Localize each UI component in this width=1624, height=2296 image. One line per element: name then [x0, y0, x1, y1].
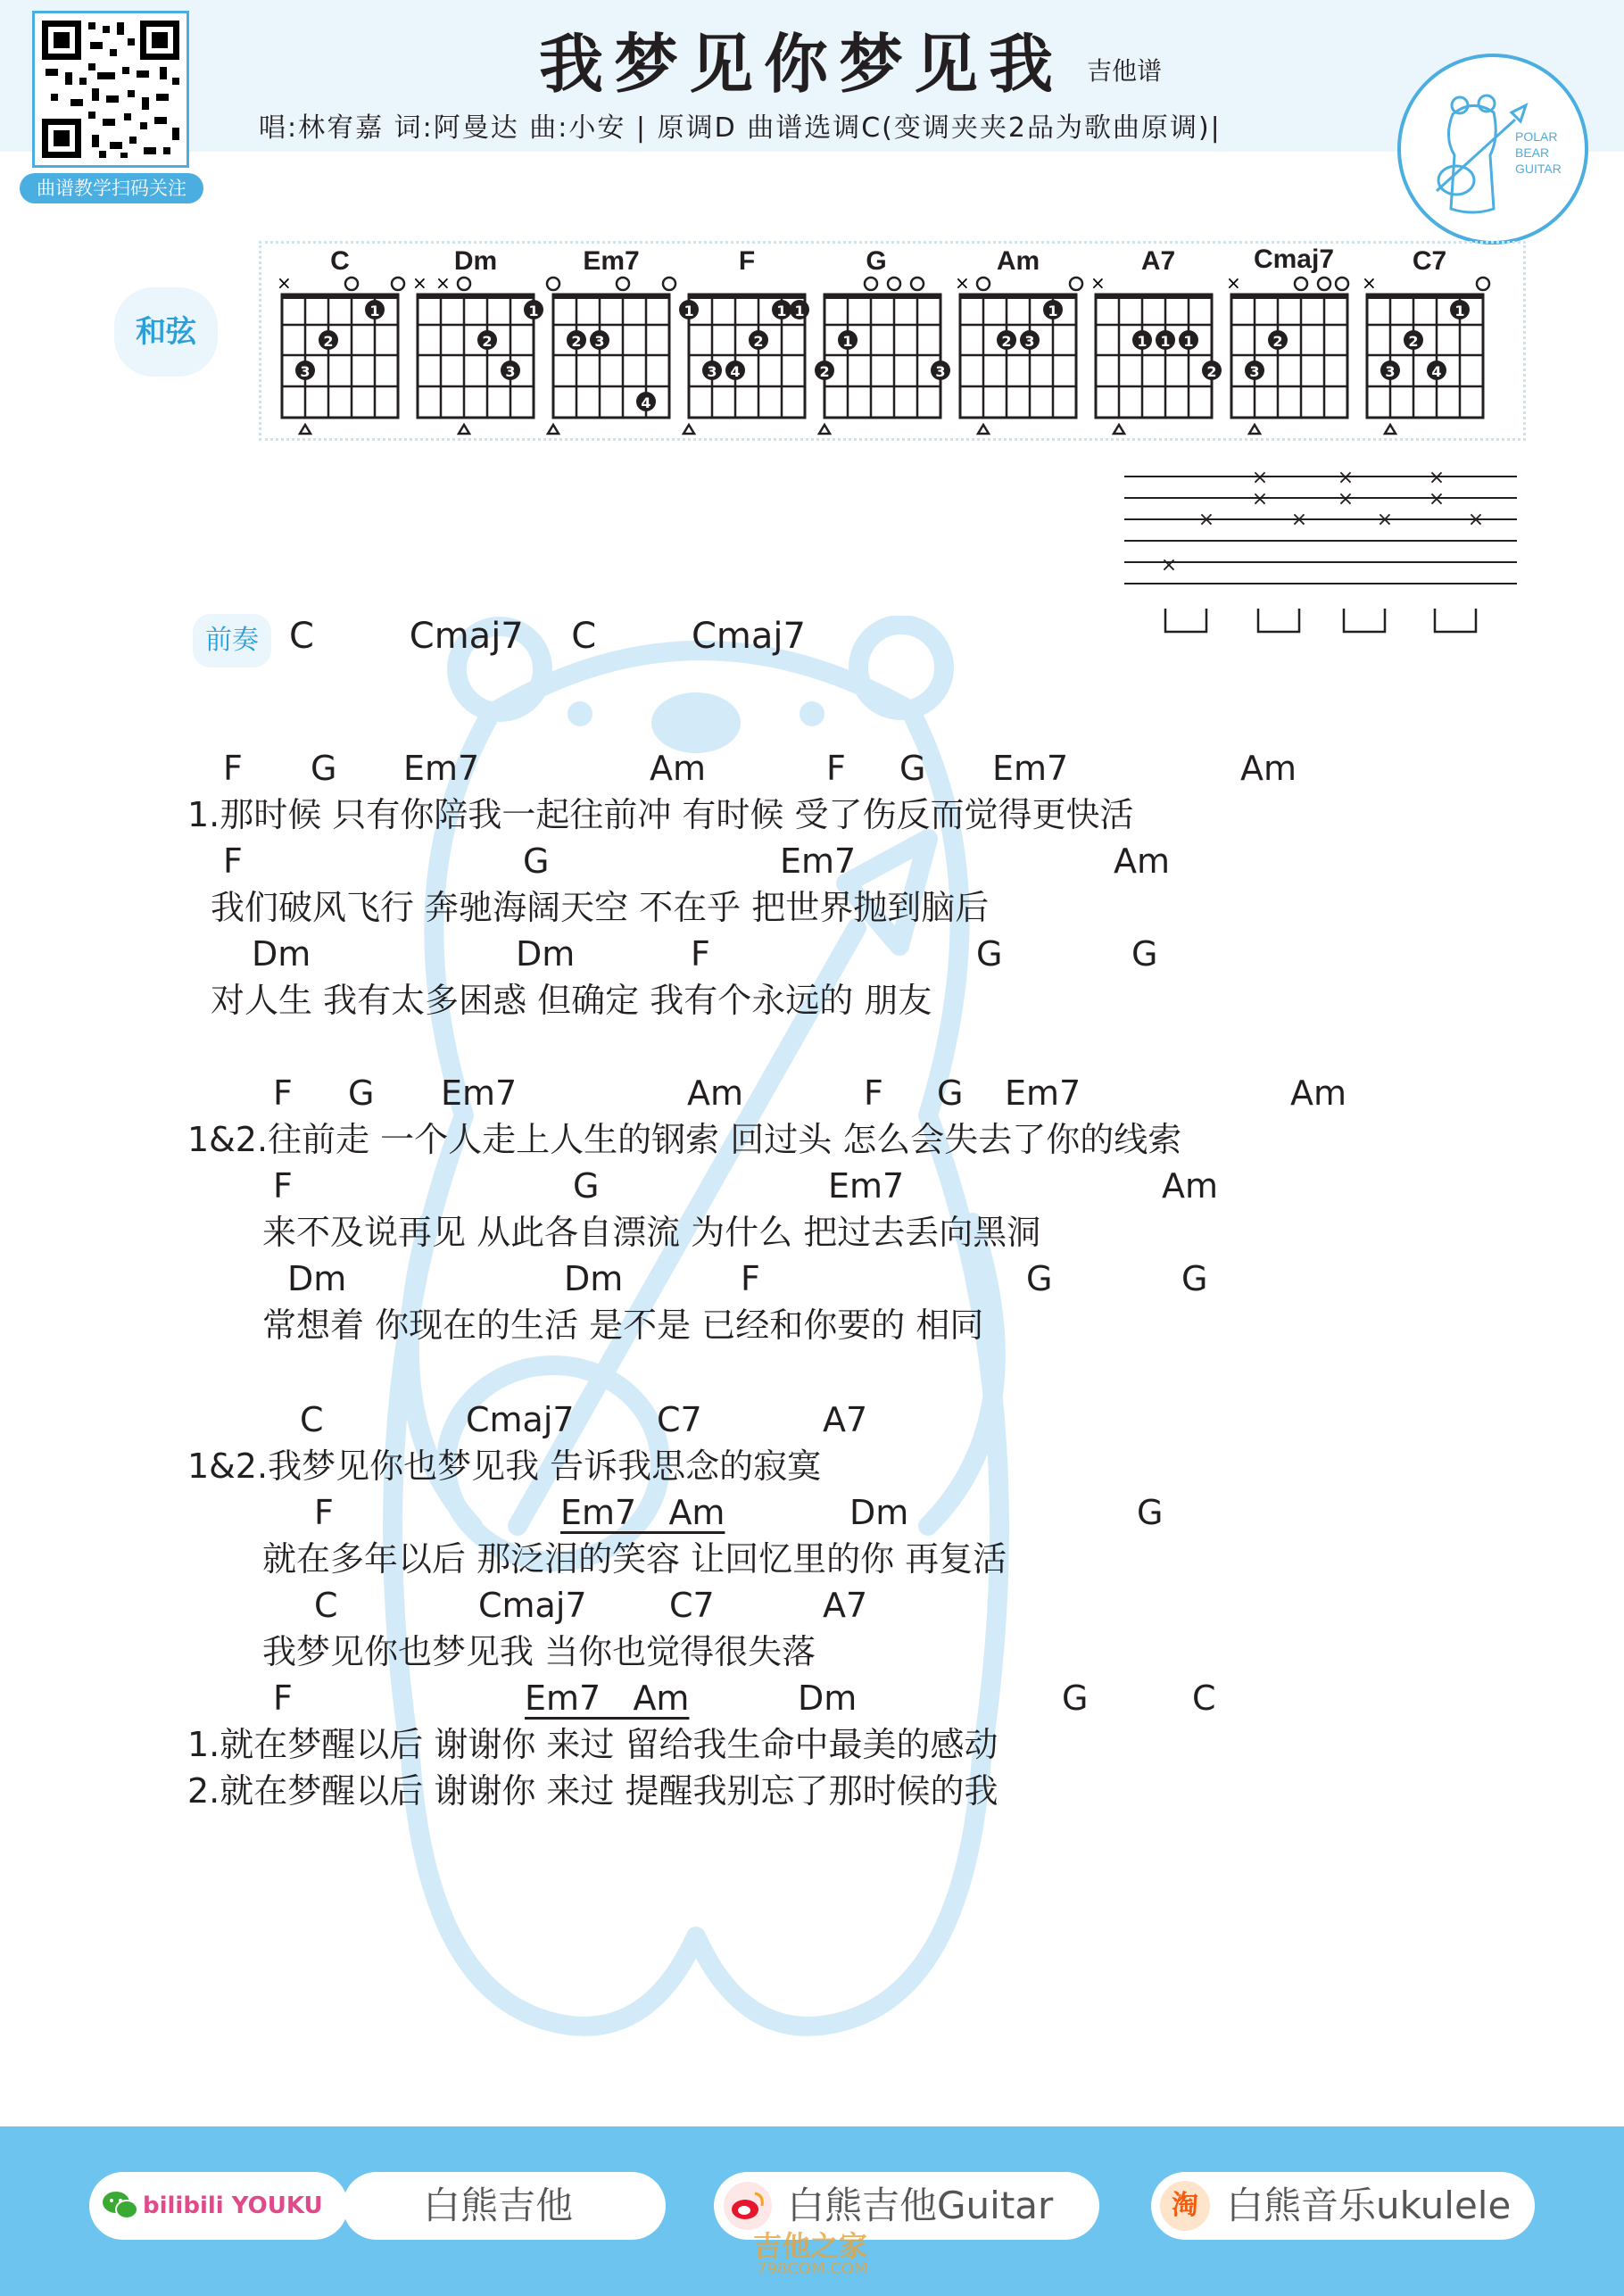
chord-mark: Em7 [441, 1073, 518, 1113]
svg-text:1: 1 [1183, 333, 1194, 350]
lyric-line: 1&2.往前走 一个人走上人生的钢索 回过头 怎么会失去了你的线索 [187, 1120, 1182, 1159]
svg-text:3: 3 [935, 363, 946, 380]
chord-g [815, 246, 950, 434]
chord-name-g: G [866, 246, 887, 276]
svg-text:1: 1 [684, 303, 694, 319]
chord-dm [412, 246, 543, 434]
svg-text:1: 1 [1160, 333, 1171, 350]
chord-mark: Dm [798, 1678, 858, 1718]
svg-text:×: × [1467, 509, 1485, 531]
svg-text:×: × [1428, 467, 1446, 489]
svg-text:3: 3 [1385, 363, 1396, 380]
lyric-line: 常想着 你现在的生活 是不是 已经和你要的 相同 [262, 1305, 984, 1345]
svg-text:×: × [1251, 488, 1269, 510]
svg-text:3: 3 [594, 333, 605, 350]
svg-text:1: 1 [369, 303, 380, 319]
site-watermark: 吉他之家 [753, 2229, 868, 2263]
chord-mark: Am [650, 749, 707, 788]
intro-tag: 前奏 [193, 614, 271, 667]
chord-mark: F [223, 749, 243, 788]
chord-mark: Dm [564, 1259, 624, 1298]
svg-text:3: 3 [1024, 333, 1035, 350]
svg-text:×: × [1251, 467, 1269, 489]
svg-text:×: × [1290, 509, 1308, 531]
lyric-line: 1&2.我梦见你也梦见我 告诉我思念的寂寞 [187, 1446, 822, 1486]
svg-text:×: × [412, 272, 427, 294]
chord-em7 [547, 246, 675, 434]
chord-mark: Em7 Am [560, 1493, 725, 1532]
svg-text:2: 2 [323, 333, 334, 350]
chord-mark: Am [687, 1073, 744, 1113]
svg-text:GUITAR: GUITAR [1515, 162, 1562, 176]
lyric-line: 对人生 我有太多困惑 但确定 我有个永远的 朋友 [211, 981, 932, 1020]
video-sites-pill[interactable] [89, 2172, 348, 2240]
chord-mark: C [300, 1400, 324, 1439]
chord-mark: Dm [516, 934, 576, 974]
chord-mark: F [691, 934, 710, 974]
svg-text:3: 3 [1249, 363, 1260, 380]
chord-mark: Em7 [828, 1166, 905, 1206]
chord-mark: Em7 [780, 841, 857, 881]
chord-mark: C [314, 1586, 338, 1625]
lyric-line: 来不及说再见 从此各自漂流 为什么 把过去丢向黑洞 [262, 1213, 1041, 1252]
svg-text:3: 3 [505, 363, 516, 380]
weibo-account-name: 白熊吉他Guitar [787, 2184, 1054, 2227]
rhythm-pattern [1124, 466, 1526, 644]
chord-name-c7: C7 [1412, 246, 1447, 276]
intro-chords: C Cmaj7 C Cmaj7 [289, 616, 806, 657]
chord-mark: Am [1290, 1073, 1347, 1113]
chord-am [955, 246, 1082, 434]
chord-f [679, 246, 809, 434]
chord-mark: Em7 [403, 749, 480, 788]
svg-text:4: 4 [641, 394, 651, 411]
chord-mark: G [523, 841, 550, 881]
chord-a7 [1090, 246, 1222, 434]
chord-mark: Cmaj7 [466, 1400, 575, 1439]
chord-mark: Am [1240, 749, 1297, 788]
chord-mark: C [1192, 1678, 1216, 1718]
svg-text:×: × [955, 272, 970, 294]
svg-text:×: × [1428, 488, 1446, 510]
chord-mark: F [741, 1259, 760, 1298]
lyric-line: 就在多年以后 那泛泪的笑容 让回忆里的你 再复活 [262, 1539, 1007, 1579]
chord-mark: A7 [823, 1400, 868, 1439]
chord-name-f: F [738, 246, 756, 276]
chord-cmaj7 [1226, 245, 1348, 434]
svg-text:3: 3 [300, 363, 311, 380]
svg-text:×: × [1362, 272, 1377, 294]
chord-mark: G [573, 1166, 600, 1206]
svg-text:POLAR: POLAR [1515, 129, 1558, 144]
chord-mark: Cmaj7 [478, 1586, 587, 1625]
chord-mark: G [976, 934, 1003, 974]
svg-text:1: 1 [776, 303, 787, 319]
chord-name-c: C [330, 246, 350, 276]
svg-text:4: 4 [730, 363, 741, 380]
svg-text:1: 1 [1137, 333, 1148, 350]
chord-diagrams [259, 241, 1526, 441]
lyric-line: 我们破风飞行 奔驰海阔天空 不在乎 把世界抛到脑后 [211, 888, 990, 927]
site-watermark-url: 798COM.COM [757, 2259, 868, 2278]
svg-text:2: 2 [819, 363, 830, 380]
chord-mark: Em7 [992, 749, 1069, 788]
svg-text:×: × [435, 272, 451, 294]
chord-mark: Dm [252, 934, 311, 974]
qr-caption: 曲谱教学扫码关注 [20, 173, 203, 203]
chord-name-am: Am [996, 246, 1040, 276]
svg-text:2: 2 [1206, 363, 1217, 380]
svg-text:1: 1 [528, 303, 539, 319]
chord-mark: Dm [849, 1493, 909, 1532]
chord-mark: F [864, 1073, 883, 1113]
lyric-line: 1.那时候 只有你陪我一起往前冲 有时候 受了伤反而觉得更快活 [187, 795, 1134, 834]
taobao-shop-name: 白熊音乐ukulele [1226, 2184, 1512, 2227]
song-meta: 唱:林宥嘉 词:阿曼达 曲:小安 | 原调D 曲谱选调C(变调夹夹2品为歌曲原调)| [259, 112, 1222, 144]
chord-mark: F [273, 1166, 293, 1206]
chord-mark: G [348, 1073, 375, 1113]
chord-mark: F [314, 1493, 334, 1532]
chord-mark: F [273, 1073, 293, 1113]
svg-text:4: 4 [1431, 363, 1442, 380]
chord-mark: G [1062, 1678, 1089, 1718]
chord-name-a7: A7 [1140, 246, 1176, 276]
svg-text:×: × [277, 272, 292, 294]
chord-mark: F [826, 749, 846, 788]
svg-text:1: 1 [842, 333, 853, 350]
chord-mark: G [937, 1073, 964, 1113]
lyric-line: 2.就在梦醒以后 谢谢你 来过 提醒我别忘了那时候的我 [187, 1771, 998, 1811]
wechat-icon [102, 2190, 139, 2222]
taobao-icon: 淘 [1160, 2181, 1210, 2231]
video-sites-label: bilibili YOUKU [143, 2192, 323, 2219]
lyric-line: 我梦见你也梦见我 当你也觉得很失落 [262, 1632, 816, 1671]
chord-mark: Dm [287, 1259, 347, 1298]
chord-mark: G [1131, 934, 1158, 974]
chord-mark: C7 [657, 1400, 702, 1439]
qr-code[interactable] [32, 11, 189, 168]
lyric-line: 1.就在梦醒以后 谢谢你 来过 留给我生命中最美的感动 [187, 1725, 998, 1764]
svg-text:2: 2 [482, 333, 493, 350]
chord-mark: Em7 [1005, 1073, 1081, 1113]
chord-mark: G [1181, 1259, 1208, 1298]
chord-section-label: 和弦 [114, 287, 218, 377]
svg-text:2: 2 [1408, 333, 1419, 350]
chord-c7 [1362, 246, 1489, 434]
svg-text:2: 2 [753, 333, 764, 350]
chord-mark: C7 [669, 1586, 715, 1625]
chord-mark: Em7 Am [525, 1678, 690, 1718]
chord-name-em7: Em7 [583, 246, 640, 276]
svg-text:×: × [1090, 272, 1106, 294]
chord-mark: A7 [823, 1586, 868, 1625]
chord-mark: Am [1114, 841, 1171, 881]
svg-text:×: × [1337, 488, 1355, 510]
song-title: 我梦见你梦见我 [539, 27, 1065, 102]
svg-text:2: 2 [571, 333, 582, 350]
chord-mark: F [223, 841, 243, 881]
svg-text:×: × [1197, 509, 1215, 531]
svg-text:2: 2 [1001, 333, 1012, 350]
chord-mark: G [311, 749, 337, 788]
svg-text:×: × [1337, 467, 1355, 489]
svg-text:2: 2 [1272, 333, 1283, 350]
svg-text:×: × [1226, 272, 1241, 294]
chord-c [277, 246, 404, 434]
svg-text:×: × [1160, 554, 1178, 576]
svg-text:×: × [1376, 509, 1394, 531]
chord-name-cmaj7: Cmaj7 [1253, 245, 1335, 274]
svg-text:3: 3 [707, 363, 717, 380]
wechat-account-name: 白熊吉他 [423, 2184, 574, 2227]
chord-mark: G [1137, 1493, 1164, 1532]
chord-mark: Am [1162, 1166, 1219, 1206]
chord-name-dm: Dm [453, 246, 498, 276]
chord-mark: G [899, 749, 926, 788]
title-suffix: 吉他谱 [1087, 56, 1163, 86]
svg-text:1: 1 [1454, 303, 1465, 319]
svg-text:BEAR: BEAR [1515, 145, 1550, 160]
svg-text:1: 1 [794, 303, 805, 319]
chord-mark: G [1026, 1259, 1053, 1298]
chord-mark: F [273, 1678, 293, 1718]
brand-logo [1397, 54, 1588, 245]
svg-text:1: 1 [1048, 303, 1058, 319]
